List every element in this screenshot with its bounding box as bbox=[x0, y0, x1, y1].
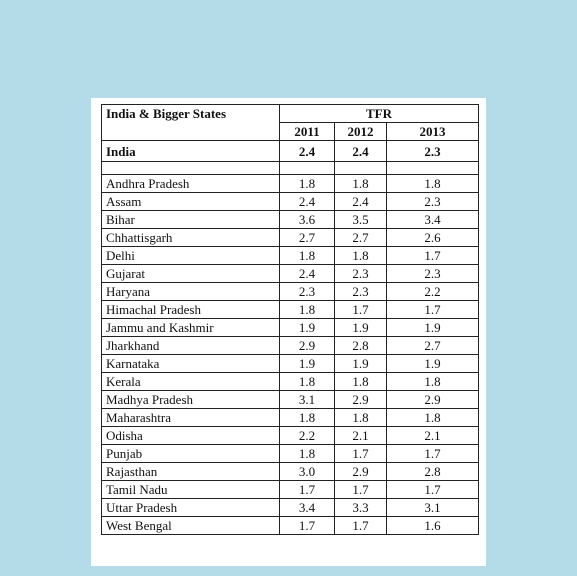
tfr-value: 3.5 bbox=[335, 211, 387, 229]
table-row bbox=[102, 445, 479, 463]
state-name: Bihar bbox=[102, 211, 280, 229]
table-row bbox=[102, 481, 479, 499]
spacer-cell bbox=[387, 162, 479, 175]
tfr-value: 1.7 bbox=[280, 517, 335, 535]
table-row bbox=[102, 301, 479, 319]
state-name: Haryana bbox=[102, 283, 280, 301]
table-card bbox=[91, 98, 486, 566]
year-header: 2011 bbox=[280, 123, 335, 141]
tfr-value: 2.9 bbox=[335, 463, 387, 481]
state-name: Gujarat bbox=[102, 265, 280, 283]
table-row bbox=[102, 373, 479, 391]
table-row bbox=[102, 499, 479, 517]
table-row bbox=[102, 175, 479, 193]
tfr-value: 1.9 bbox=[335, 319, 387, 337]
tfr-value: 1.9 bbox=[335, 355, 387, 373]
tfr-value: 2.8 bbox=[335, 337, 387, 355]
state-name: Punjab bbox=[102, 445, 280, 463]
tfr-value: 1.7 bbox=[335, 481, 387, 499]
tfr-value: 1.7 bbox=[387, 481, 479, 499]
year-header: 2012 bbox=[335, 123, 387, 141]
table-row bbox=[102, 409, 479, 427]
header-row bbox=[102, 105, 479, 123]
state-name: Himachal Pradesh bbox=[102, 301, 280, 319]
india-label: India bbox=[102, 141, 280, 162]
table-row bbox=[102, 211, 479, 229]
state-name: Maharashtra bbox=[102, 409, 280, 427]
tfr-value: 1.8 bbox=[280, 409, 335, 427]
state-name: Assam bbox=[102, 193, 280, 211]
india-value: 2.3 bbox=[387, 141, 479, 162]
tfr-value: 1.8 bbox=[280, 301, 335, 319]
tfr-value: 1.8 bbox=[280, 247, 335, 265]
tfr-value: 2.9 bbox=[335, 391, 387, 409]
tfr-value: 3.1 bbox=[387, 499, 479, 517]
tfr-value: 2.4 bbox=[280, 193, 335, 211]
state-name: Jharkhand bbox=[102, 337, 280, 355]
tfr-value: 1.6 bbox=[387, 517, 479, 535]
tfr-value: 3.6 bbox=[280, 211, 335, 229]
tfr-value: 2.8 bbox=[387, 463, 479, 481]
tfr-value: 1.8 bbox=[387, 373, 479, 391]
tfr-value: 1.8 bbox=[280, 445, 335, 463]
header-label: India & Bigger States bbox=[102, 105, 280, 141]
table-row bbox=[102, 463, 479, 481]
tfr-value: 1.7 bbox=[335, 301, 387, 319]
tfr-value: 2.4 bbox=[335, 193, 387, 211]
tfr-value: 2.1 bbox=[387, 427, 479, 445]
table-row bbox=[102, 355, 479, 373]
tfr-value: 2.7 bbox=[387, 337, 479, 355]
tfr-value: 1.7 bbox=[387, 247, 479, 265]
state-name: Jammu and Kashmir bbox=[102, 319, 280, 337]
tfr-value: 2.4 bbox=[280, 265, 335, 283]
state-name: West Bengal bbox=[102, 517, 280, 535]
tfr-value: 3.1 bbox=[280, 391, 335, 409]
tfr-value: 1.8 bbox=[387, 409, 479, 427]
spacer-cell bbox=[280, 162, 335, 175]
tfr-value: 1.8 bbox=[280, 373, 335, 391]
state-name: Uttar Pradesh bbox=[102, 499, 280, 517]
tfr-value: 2.6 bbox=[387, 229, 479, 247]
tfr-value: 3.4 bbox=[280, 499, 335, 517]
table-row bbox=[102, 319, 479, 337]
tfr-value: 3.4 bbox=[387, 211, 479, 229]
tfr-value: 2.1 bbox=[335, 427, 387, 445]
tfr-value: 1.8 bbox=[335, 409, 387, 427]
tfr-value: 1.8 bbox=[387, 175, 479, 193]
state-name: Kerala bbox=[102, 373, 280, 391]
state-name: Chhattisgarh bbox=[102, 229, 280, 247]
table-row bbox=[102, 229, 479, 247]
tfr-value: 2.3 bbox=[387, 265, 479, 283]
tfr-value: 1.9 bbox=[387, 319, 479, 337]
spacer-cell bbox=[335, 162, 387, 175]
spacer-cell bbox=[102, 162, 280, 175]
table-row bbox=[102, 283, 479, 301]
tfr-value: 1.7 bbox=[335, 517, 387, 535]
tfr-value: 2.7 bbox=[335, 229, 387, 247]
tfr-group-header: TFR bbox=[280, 105, 479, 123]
state-name: Madhya Pradesh bbox=[102, 391, 280, 409]
tfr-value: 3.0 bbox=[280, 463, 335, 481]
state-name: Tamil Nadu bbox=[102, 481, 280, 499]
tfr-value: 1.7 bbox=[335, 445, 387, 463]
tfr-value: 2.2 bbox=[280, 427, 335, 445]
tfr-value: 2.9 bbox=[387, 391, 479, 409]
table-row bbox=[102, 517, 479, 535]
tfr-value: 2.3 bbox=[335, 265, 387, 283]
india-value: 2.4 bbox=[280, 141, 335, 162]
tfr-value: 3.3 bbox=[335, 499, 387, 517]
table-row bbox=[102, 337, 479, 355]
tfr-value: 1.7 bbox=[280, 481, 335, 499]
state-name: Rajasthan bbox=[102, 463, 280, 481]
table-row bbox=[102, 247, 479, 265]
tfr-value: 1.9 bbox=[280, 319, 335, 337]
state-name: Karnataka bbox=[102, 355, 280, 373]
tfr-value: 1.9 bbox=[387, 355, 479, 373]
tfr-value: 1.8 bbox=[335, 175, 387, 193]
tfr-value: 2.3 bbox=[387, 193, 479, 211]
tfr-value: 2.3 bbox=[335, 283, 387, 301]
state-name: Andhra Pradesh bbox=[102, 175, 280, 193]
india-value: 2.4 bbox=[335, 141, 387, 162]
tfr-value: 1.9 bbox=[280, 355, 335, 373]
tfr-value: 1.8 bbox=[280, 175, 335, 193]
tfr-value: 2.9 bbox=[280, 337, 335, 355]
tfr-value: 1.7 bbox=[387, 301, 479, 319]
year-header: 2013 bbox=[387, 123, 479, 141]
tfr-table bbox=[101, 104, 479, 535]
table-row bbox=[102, 265, 479, 283]
state-name: Delhi bbox=[102, 247, 280, 265]
tfr-value: 2.2 bbox=[387, 283, 479, 301]
table-row bbox=[102, 391, 479, 409]
table-row bbox=[102, 193, 479, 211]
tfr-value: 2.3 bbox=[280, 283, 335, 301]
india-row bbox=[102, 141, 479, 162]
tfr-value: 1.8 bbox=[335, 247, 387, 265]
table-row bbox=[102, 427, 479, 445]
tfr-value: 1.8 bbox=[335, 373, 387, 391]
tfr-value: 2.7 bbox=[280, 229, 335, 247]
spacer-row bbox=[102, 162, 479, 175]
state-name: Odisha bbox=[102, 427, 280, 445]
tfr-value: 1.7 bbox=[387, 445, 479, 463]
